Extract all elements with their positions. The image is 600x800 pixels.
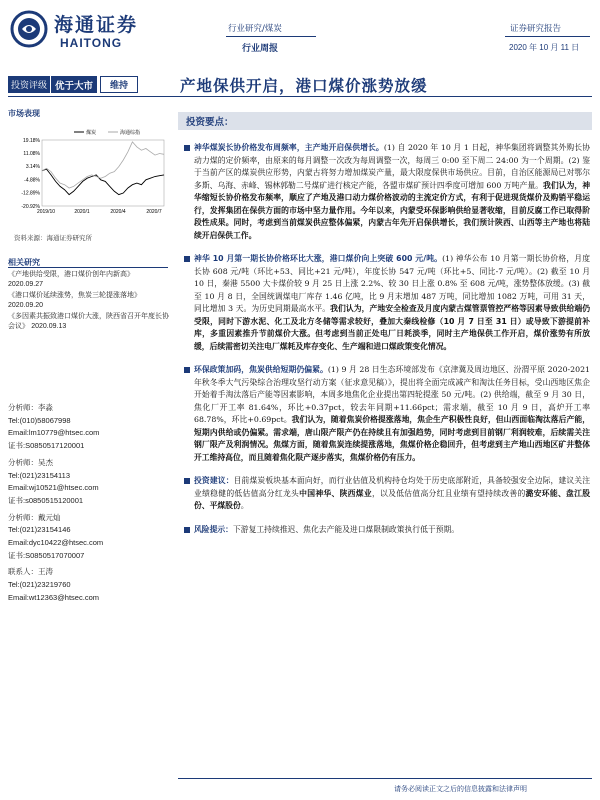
- logo-chinese-name: 海通证券: [54, 14, 139, 36]
- analyst-card: [8, 566, 168, 604]
- analyst-cert: 证书:S0850517120001: [8, 441, 85, 451]
- advice-text: ，以及低估值高分红且业绩有望持续改善的: [371, 488, 526, 498]
- paragraph-text: (1) 神华公布 10 月第一期长协价格，月度长协 608 元/吨（环比+53、同比+21 元/吨），年度长协 547 元/吨（环比+5、同比-7 元/吨）。(2) 截至 10 月 10 日，秦港 5500 大卡煤价较 9 月 25 日上涨 2.2%、较 30 日上涨 0.8% 至 608 元/吨，涨势整体放缓。(3) 截至 10 月 8 日，全国统调煤电厂库存 1.46 亿吨，比 9 月末增加 487 万吨，同比增加 1082 万吨，可用 31 天，同比增加 3 天。为历史同期最高水平。: [194, 254, 591, 313]
- y-tick-label: -4.88%: [24, 177, 40, 184]
- summary-heading: 投资要点：: [186, 117, 234, 128]
- x-tick-label: 2020/1: [74, 209, 90, 215]
- analyst-cert: 证书:S0850517070007: [8, 550, 85, 560]
- advice-text: 目前煤炭板块基本面向好，而行业估值及机构持仓均处于历史底部附近，具备较强安全边际，建议关注业绩稳健的低估值高分红龙头: [194, 476, 591, 498]
- y-tick-label: -12.89%: [21, 190, 40, 197]
- analyst-contacts: [8, 402, 168, 609]
- investment-advice: [184, 475, 590, 513]
- analyst-card: [8, 402, 168, 453]
- analyst-name: 分析师：戴元灿: [8, 512, 61, 522]
- bullet-square-icon: [184, 367, 190, 373]
- footer-divider: [178, 778, 592, 779]
- report-type: 行业研究/煤炭: [228, 24, 282, 34]
- summary-heading-band: [178, 112, 592, 130]
- y-tick-label: -20.92%: [21, 203, 40, 210]
- related-divider: [8, 267, 168, 268]
- title-divider: [8, 96, 592, 97]
- summary-paragraph-2: [184, 253, 590, 353]
- chart-y-axis: [21, 138, 164, 210]
- report-label: 证券研究报告: [510, 24, 562, 34]
- summary-paragraph-3: [184, 364, 590, 464]
- analyst-email[interactable]: Email:lm10779@htsec.com: [8, 428, 100, 438]
- chart-legend: [74, 129, 140, 136]
- paragraph-conclusion: 我们认为，神华缩短长协价格发布频率，顺应了产地及港口动力煤价格波动的主流定价方式，有利于促进现货煤价及购销平稳运行，发挥集团在保供方面的市场中坚力量作用。今年以来，内蒙受环保影响供给显著收缩，目前反腐工作已取得阶段性成果。同时，考虑到当前煤炭供应整体偏紧，内蒙古年先开启保供增长，我们预计陕西、山西等主产地也将陆续开启保供工作。: [194, 180, 590, 240]
- related-research-list: [8, 270, 170, 334]
- related-item[interactable]: [8, 291, 170, 310]
- chart-source: 资料来源：海通证券研究所: [14, 234, 92, 242]
- paragraph-conclusion: 我们认为，产地安全检查及月度内蒙古煤管票管控严格等因素导致供给端仍受限，同时下游水泥、化工及北方冬储等需求较好，叠加大秦线检修（10 月 7 日至 31 日）或导致下游提前补库，多重因素推升节前煤价大涨。但考虑到当前正处电厂日耗淡季，同时主产地保供工作开启，煤价涨势有所放缓，后续需密切关注电厂煤耗及库存变化、生产端和进口煤政策变化情况。: [194, 304, 590, 351]
- chart-x-axis: [37, 209, 162, 215]
- paragraph-text: (1) 9 月 28 日生态环境部发布《京津冀及周边地区、汾渭平原 2020-2021 年秋冬季大气污染综合治理攻坚行动方案（征求意见稿）》，提出将全面完成减产和淘汰任务目标，受山西地区焦企开始着手淘汰落后产能等因素影响，本周多地焦化企业提出第四轮提涨 50 元/吨。(2) 供给端，截至 9 月 30 日，焦化厂开工率 81.64%，环比+0.37pct，较去年同期+11.66pct；需求端，截至 10 月 9 日，高炉开工率 68.78%，环比+0.69pct。: [194, 365, 591, 424]
- legend-label-coal: 煤炭: [86, 130, 97, 136]
- market-performance-chart: [8, 128, 168, 220]
- analyst-card: [8, 512, 168, 563]
- logo-emblem-icon: [10, 10, 48, 48]
- paragraph-conclusion: 我们认为，随着焦炭价格提涨落地，焦企生产积极性良好，但山西面临淘汰落后产能，短期内供给或仍偏紧。需求端，唐山限产限产仍在持续且有加强趋势，同时考虑到目前钢厂利润较难，后续需关注钢厂限产及利润情况。焦煤方面，随着焦炭连续提涨落地，焦煤价格企稳回升，但考虑到主产地山西地区矿井整体开工维持高位，而且随着焦化限产逐步落实，焦煤价格仍有压力。: [194, 415, 590, 462]
- related-research-heading: 相关研究: [8, 258, 40, 267]
- related-item[interactable]: [8, 312, 170, 331]
- company-logo: [10, 8, 160, 54]
- x-tick-label: 2020/7: [146, 209, 162, 215]
- footer-disclaimer: 请务必阅读正文之后的信息披露和法律声明: [394, 785, 527, 793]
- rating-label: 投资评级: [8, 76, 50, 93]
- analyst-tel: Tel:(021)23154146: [8, 525, 71, 535]
- related-item-date: 2020.09.27: [8, 280, 44, 288]
- risk-label: 风险提示：: [194, 524, 233, 534]
- advice-stock-picks: 潞安环能、盘江股份、平煤股份: [194, 488, 591, 510]
- bullet-square-icon: [184, 478, 190, 484]
- rating-value: 优于大市: [51, 76, 97, 93]
- advice-stock-picks: 中国神华、陕西煤业: [299, 488, 372, 498]
- report-header: [0, 0, 600, 62]
- paragraph-lead: 环保政策加码，焦炭供给短期仍偏紧。: [194, 365, 328, 374]
- report-kind: 行业周报: [242, 44, 279, 54]
- legend-label-index: 海通综指: [120, 130, 141, 136]
- related-item-date: 2020.09.13: [31, 322, 67, 330]
- paragraph-lead: 神华煤炭长协价格发布周频率，主产地开启保供增长。: [194, 143, 384, 152]
- summary-content: [184, 142, 590, 547]
- bullet-square-icon: [184, 527, 190, 533]
- bullet-square-icon: [184, 256, 190, 262]
- related-item-title[interactable]: 《港口煤价延续涨势，焦炭三轮提涨落地》: [8, 291, 141, 300]
- y-tick-label: 3.14%: [25, 164, 40, 171]
- header-divider: [226, 36, 316, 37]
- report-date: 2020 年 10 月 11 日: [509, 43, 580, 52]
- series-line-coal: [42, 169, 164, 195]
- related-item[interactable]: [8, 270, 170, 289]
- x-tick-label: 2019/10: [36, 209, 56, 215]
- bullet-square-icon: [184, 145, 190, 151]
- report-title: 产地保供开启，港口煤价涨势放缓: [180, 76, 428, 95]
- logo-english-name: HAITONG: [60, 36, 123, 50]
- y-tick-label: 19.18%: [23, 137, 40, 144]
- related-item-title[interactable]: 《多因素共振致港口煤价大涨，陕西省召开年度长协会议》: [8, 312, 169, 330]
- series-line-index: [42, 142, 164, 188]
- analyst-name: 联系人：王涛: [8, 567, 53, 577]
- analyst-name: 分析师：吴杰: [8, 457, 53, 467]
- chart-plot-frame: [42, 140, 164, 206]
- analyst-name: 分析师：李淼: [8, 403, 53, 412]
- chart-series-group: [42, 142, 164, 195]
- y-tick-label: 11.08%: [23, 151, 40, 157]
- analyst-tel: Tel:(010)58067998: [8, 415, 71, 425]
- summary-paragraph-1: [184, 142, 590, 242]
- related-item-title[interactable]: 《产地供给受限，港口煤价创年内新高》: [8, 270, 134, 278]
- analyst-tel: Tel:(021)23154113: [8, 470, 70, 480]
- analyst-tel: Tel:(021)23219760: [8, 580, 71, 590]
- risk-text: 下游复工持续推迟、焦化去产能及进口煤限制政策执行低于预期。: [232, 524, 460, 534]
- paragraph-text: (1) 自 2020 年 10 月 1 日起，神华集团将调整其外购长协动力煤的定价频率，由原来的每月调整一次改为每周调整一次，每周三 0:00 至下周二 24:00 为一个周期。(2) 鉴于当前产区的煤炭供应形势，内蒙古将努力增加煤炭产量，最大限度保供市场供应。目前，自治区能源局已对鄂尔多斯、乌海、赤峰、锡林郭勒二号煤矿进行核定产能，各盟市煤矿预计四季度可增加 600 万吨产量。: [194, 143, 590, 190]
- risk-warning: [184, 524, 590, 537]
- analyst-cert: 证书:s0850515120001: [8, 495, 84, 505]
- header-divider-right: [505, 36, 590, 37]
- related-item-date: 2020.09.20: [8, 301, 44, 309]
- analyst-card: [8, 457, 168, 508]
- investment-rating: [8, 76, 138, 93]
- analyst-email[interactable]: Email:wj10521@htsec.com: [8, 483, 99, 493]
- advice-label: 投资建议：: [194, 476, 234, 485]
- analyst-email[interactable]: Email:wt12363@htsec.com: [8, 592, 99, 602]
- rating-status: 维持: [100, 76, 138, 93]
- analyst-email[interactable]: Email:dyc10422@htsec.com: [8, 538, 104, 548]
- paragraph-lead: 神华 10 月第一期长协价格环比大涨，港口煤价向上突破 600 元/吨。: [194, 254, 443, 263]
- market-performance-heading: 市场表现: [8, 109, 40, 118]
- x-tick-label: 2020/4: [110, 209, 126, 215]
- advice-text: 。: [240, 501, 249, 510]
